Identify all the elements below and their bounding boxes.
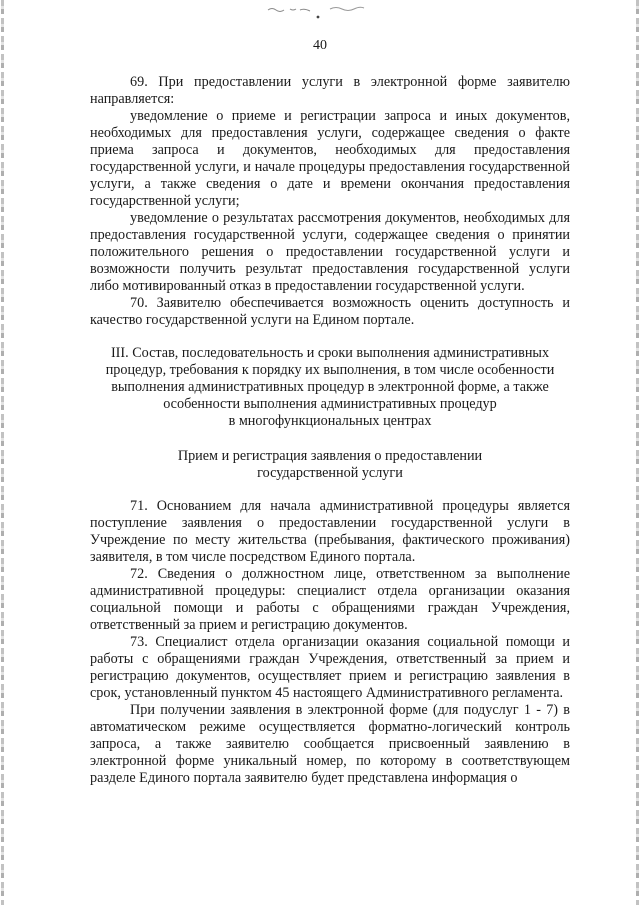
subsection-heading-line: государственной услуги: [257, 465, 403, 481]
scan-artifact-marks: [260, 4, 380, 20]
paragraph-69-item-2: уведомление о результатах рассмотрения документов, необходимых для предоставления государственной услуги, содержащее сведения о принятии положительного решения о предоставлении государственной услуги и возможности получить результат предоставления государственной услуги либо мотивированный отказ в предоставлении государственной услуги.: [90, 210, 570, 294]
paragraph-71: 71. Основанием для начала административной процедуры является поступление заявления о предоставлении государственной услуги в Учреждение по месту жительства (пребывания, фактического проживания) заявителя, в том числе посредством Единого портала.: [90, 498, 570, 565]
paragraph-72: 72. Сведения о должностном лице, ответственном за выполнение административной процедуры: специалист отдела организации оказания социальной помощи и работы с обращениями граждан Учреждения, ответственный за прием и регистрацию документов.: [90, 566, 570, 633]
section-heading-line: III. Состав, последовательность и сроки выполнения административных: [110, 345, 550, 361]
subsection-heading-line: Прием и регистрация заявления о предоставлении: [177, 448, 483, 464]
paragraph-70: 70. Заявителю обеспечивается возможность оценить доступность и качество государственной услуги на Едином портале.: [90, 295, 570, 328]
scan-edge-left: [1, 0, 4, 905]
subsection-heading: [90, 448, 570, 482]
paragraph-73-continued: При получении заявления в электронной форме (для подуслуг 1 - 7) в автоматическом режиме осуществляется форматно-логический контроль запроса, а также заявителю сообщается присвоенный заявлению в электронной форме уникальный номер, по которому в соответствующем разделе Единого портала заявителю будет представлена информация о: [90, 702, 570, 786]
section-heading-line: выполнения административных процедур в электронной форме, а также: [111, 379, 549, 395]
page-number: 40: [313, 38, 327, 53]
paragraph-73: 73. Специалист отдела организации оказания социальной помощи и работы с обращениями граждан Учреждения, ответственный за прием и регистрацию документов, осуществляет прием и регистрацию заявления в срок, установленный пунктом 45 настоящего Административного регламента.: [90, 634, 570, 701]
section-heading-line: в многофункциональных центрах: [228, 413, 432, 429]
section-heading-line: особенности выполнения административных процедур: [163, 396, 497, 412]
scan-edge-right: [636, 0, 639, 905]
document-body: [90, 74, 570, 787]
paragraph-69-item-1: уведомление о приеме и регистрации запроса и иных документов, необходимых для предоставления услуги, содержащее сведения о факте приема запроса и документов, необходимых для предоставления государственной услуги, и начале процедуры предоставления государственной услуги, а также сведения о дате и времени окончания предоставления государственной услуги;: [90, 108, 570, 209]
paragraph-69: 69. При предоставлении услуги в электронной форме заявителю направляется:: [90, 74, 570, 107]
section-heading-line: процедур, требования к порядку их выполнения, в том числе особенности: [105, 362, 555, 378]
section-heading: [90, 345, 570, 430]
